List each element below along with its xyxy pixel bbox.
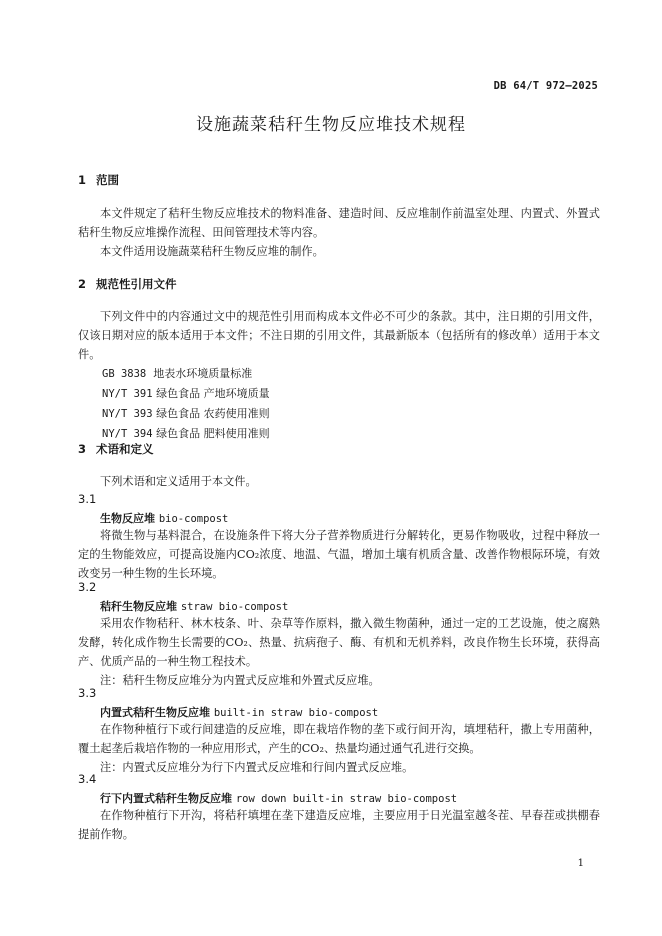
paragraph: 下列术语和定义适用于本文件。: [100, 475, 257, 488]
paragraph: 下列文件中的内容通过文中的规范性引用而构成本文件必不可少的条款。其中，注日期的引用文件，仅该日期对应的版本适用于本文件；不注日期的引用文件，其最新版本（包括所有的修改单）适用于本文件。: [78, 310, 600, 361]
term-number: 3.2: [78, 580, 97, 594]
reference-code: GB 3838: [102, 368, 147, 380]
standard-code: DB 64/T 972—2025: [493, 80, 598, 92]
term-name: [100, 598, 288, 614]
section-number: 1: [78, 173, 87, 187]
term-name-en: straw bio-compost: [180, 601, 289, 613]
term-name-en: bio-compost: [158, 513, 229, 525]
term-name: [100, 510, 228, 526]
term-number: 3.4: [78, 772, 97, 786]
term-number: 3.1: [78, 492, 97, 506]
section-heading-1: [78, 172, 119, 188]
term-definition: [78, 806, 600, 844]
section-3-intro: [78, 472, 600, 491]
term-definition: [78, 614, 600, 690]
section-heading-2: [78, 276, 177, 292]
term-definition: [78, 720, 600, 777]
reference-item: [78, 364, 600, 384]
reference-name: 地表水环境质量标准: [153, 367, 253, 380]
term-name-zh: 内置式秸秆生物反应堆: [100, 706, 210, 719]
definition-text: 采用农作物秸秆、林木枝条、叶、杂草等作原料，撒入微生物菌种，通过一定的工艺设施，使之腐熟发酵，转化成作物生长需要的CO₂、热量、抗病孢子、酶、有机和无机养料，改良作物生长环境，获得高产、优质产品的一种生物工程技术。: [78, 617, 600, 668]
term-note: 注：秸秆生物反应堆分为内置式反应堆和外置式反应堆。: [100, 674, 380, 687]
definition-text: 在作物种植行下或行间建造的反应堆，即在栽培作物的垄下或行间开沟，填埋秸秆，撒上专用菌种，覆土起垄后栽培作物的一种应用形式，产生的CO₂、热量均通过通气孔进行交换。: [78, 723, 600, 755]
section-number: 3: [78, 442, 87, 456]
term-definition: [78, 526, 600, 583]
reference-name: 绿色食品 产地环境质量: [156, 387, 270, 400]
paragraph: 本文件适用设施蔬菜秸秆生物反应堆的制作。: [100, 245, 324, 258]
term-name: [100, 790, 457, 806]
reference-code: NY/T 391: [102, 388, 153, 400]
reference-name: 绿色食品 农药使用准则: [156, 407, 270, 420]
term-note: 注：内置式反应堆分为行下内置式反应堆和行间内置式反应堆。: [100, 761, 414, 774]
reference-item: [78, 424, 600, 444]
reference-code: NY/T 393: [102, 408, 153, 420]
document-title: 设施蔬菜秸秆生物反应堆技术规程: [196, 115, 466, 135]
definition-text: 在作物种植行下开沟，将秸秆填埋在垄下建造反应堆，主要应用于日光温室越冬茬、早春茬或拱棚春提前作物。: [78, 809, 600, 841]
section-1-body: [78, 204, 600, 261]
term-name-zh: 秸秆生物反应堆: [100, 600, 177, 613]
reference-code: NY/T 394: [102, 428, 153, 440]
term-name-en: row down built-in straw bio-compost: [235, 793, 458, 805]
term-name: [100, 704, 378, 720]
reference-item: [78, 404, 600, 424]
term-name-en: built-in straw bio-compost: [213, 707, 379, 719]
page-number: 1: [577, 858, 584, 869]
section-heading-3: [78, 441, 154, 457]
section-title: 规范性引用文件: [96, 277, 177, 291]
section-number: 2: [78, 277, 87, 291]
section-title: 范围: [96, 173, 119, 187]
term-name-zh: 生物反应堆: [100, 512, 155, 525]
reference-item: [78, 384, 600, 404]
term-name-zh: 行下内置式秸秆生物反应堆: [100, 792, 232, 805]
section-title: 术语和定义: [96, 442, 154, 456]
definition-text: 将微生物与基料混合，在设施条件下将大分子营养物质进行分解转化，更易作物吸收，过程中释放一定的生物能效应，可提高设施内CO₂浓度、地温、气温，增加土壤有机质含量、改善作物根际环境，有效改变另一种生物的生长环境。: [78, 529, 600, 580]
term-number: 3.3: [78, 686, 97, 700]
paragraph: 本文件规定了秸秆生物反应堆技术的物料准备、建造时间、反应堆制作前温室处理、内置式、外置式秸秆生物反应堆操作流程、田间管理技术等内容。: [78, 207, 600, 239]
reference-name: 绿色食品 肥料使用准则: [156, 427, 270, 440]
section-2-body: [78, 307, 600, 444]
